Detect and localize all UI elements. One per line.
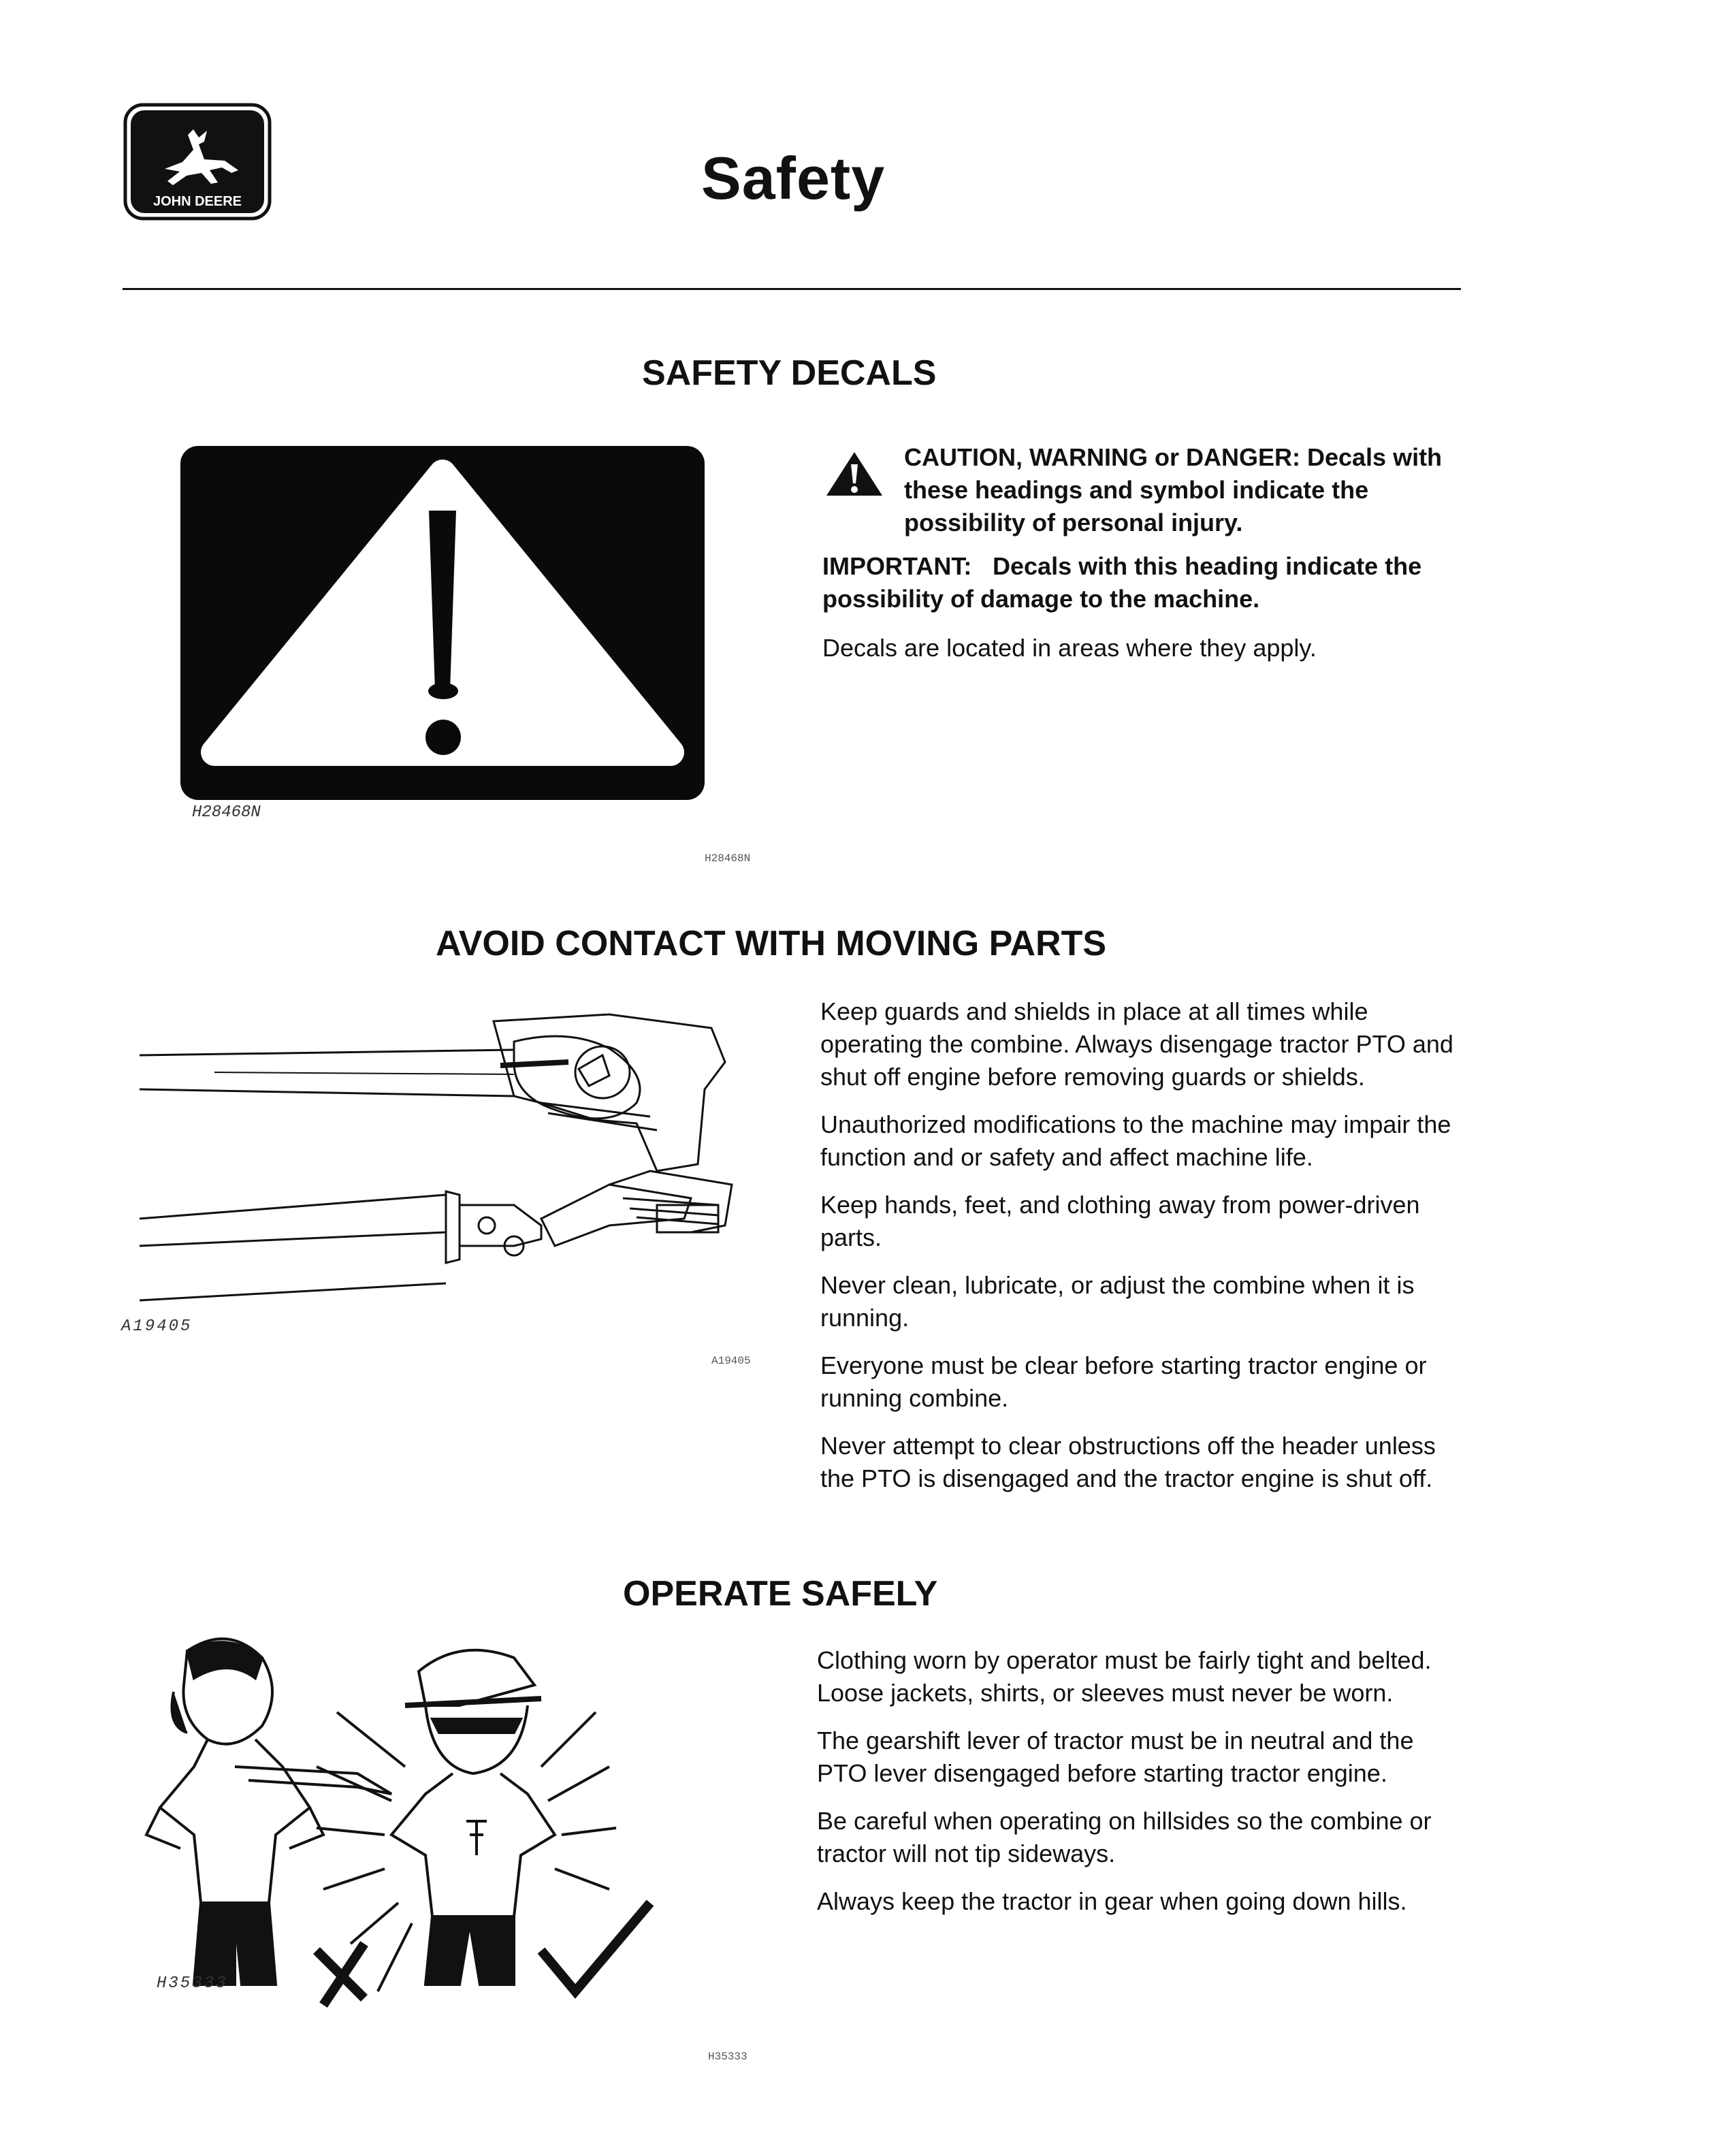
page-title: Safety (701, 144, 886, 212)
figure-label: A19405 (121, 1317, 193, 1336)
moving-parts-text (820, 995, 1457, 1510)
deer-logo-icon (123, 102, 272, 221)
paragraph: Keep guards and shields in place at all times while operating the combine. Always disengage tractor PTO and shut off engine before removing guards or shields. (820, 997, 1453, 1091)
paragraph: The gearshift lever of tractor must be in neutral and the PTO lever disengaged before starting tractor engine. (817, 1727, 1414, 1787)
figure-label-small: H28468N (705, 852, 751, 865)
paragraph: Be careful when operating on hillsides so the combine or tractor will not tip sideways. (817, 1807, 1432, 1867)
section-heading-moving-parts: AVOID CONTACT WITH MOVING PARTS (436, 924, 1107, 963)
caution-symbol-icon (824, 449, 885, 498)
warning-triangle-icon (180, 446, 705, 800)
operate-safely-text (817, 1644, 1453, 1933)
caution-description: CAUTION, WARNING or DANGER: Decals with these headings and symbol indicate the possibility of personal injury. (904, 443, 1443, 536)
section-heading-safety-decals: SAFETY DECALS (642, 353, 937, 393)
header-divider (123, 288, 1461, 290)
paragraph: Always keep the tractor in gear when going down hills. (817, 1887, 1407, 1915)
figure-label-small: A19405 (711, 1355, 751, 1367)
paragraph: Keep hands, feet, and clothing away from power-driven parts. (820, 1191, 1420, 1251)
paragraph: Never attempt to clear obstructions off the header unless the PTO is disengaged and the tractor engine is shut off. (820, 1432, 1436, 1492)
operator-clothing-illustration (133, 1631, 786, 2012)
section-heading-operate-safely: OPERATE SAFELY (623, 1574, 938, 1614)
figure-label-small: H35333 (708, 2051, 748, 2063)
paragraph: Clothing worn by operator must be fairly tight and belted. Loose jackets, shirts, or sleeves must never be worn. (817, 1646, 1432, 1707)
important-text: Decals with this heading indicate the possibility of damage to the machine. (822, 552, 1422, 613)
important-note (822, 550, 1469, 615)
paragraph: Unauthorized modifications to the machine may impair the function and or safety and affect machine life. (820, 1110, 1451, 1171)
loose-clothing-figure (146, 1639, 391, 1985)
figure-label: H35333 (157, 1974, 228, 1993)
figure-label: H28468N (192, 803, 261, 822)
pto-shaft-illustration (133, 1001, 759, 1321)
paragraph: Everyone must be clear before starting tractor engine or running combine. (820, 1351, 1427, 1412)
fitted-clothing-figure (317, 1650, 616, 1991)
important-label: IMPORTANT: (822, 552, 972, 580)
john-deere-logo (123, 102, 272, 221)
svg-text:JOHN DEERE: JOHN DEERE (152, 194, 242, 209)
paragraph: Never clean, lubricate, or adjust the combine when it is running. (820, 1271, 1415, 1332)
warning-decal-image (180, 446, 705, 800)
decals-location-text: Decals are located in areas where they apply. (822, 634, 1317, 662)
